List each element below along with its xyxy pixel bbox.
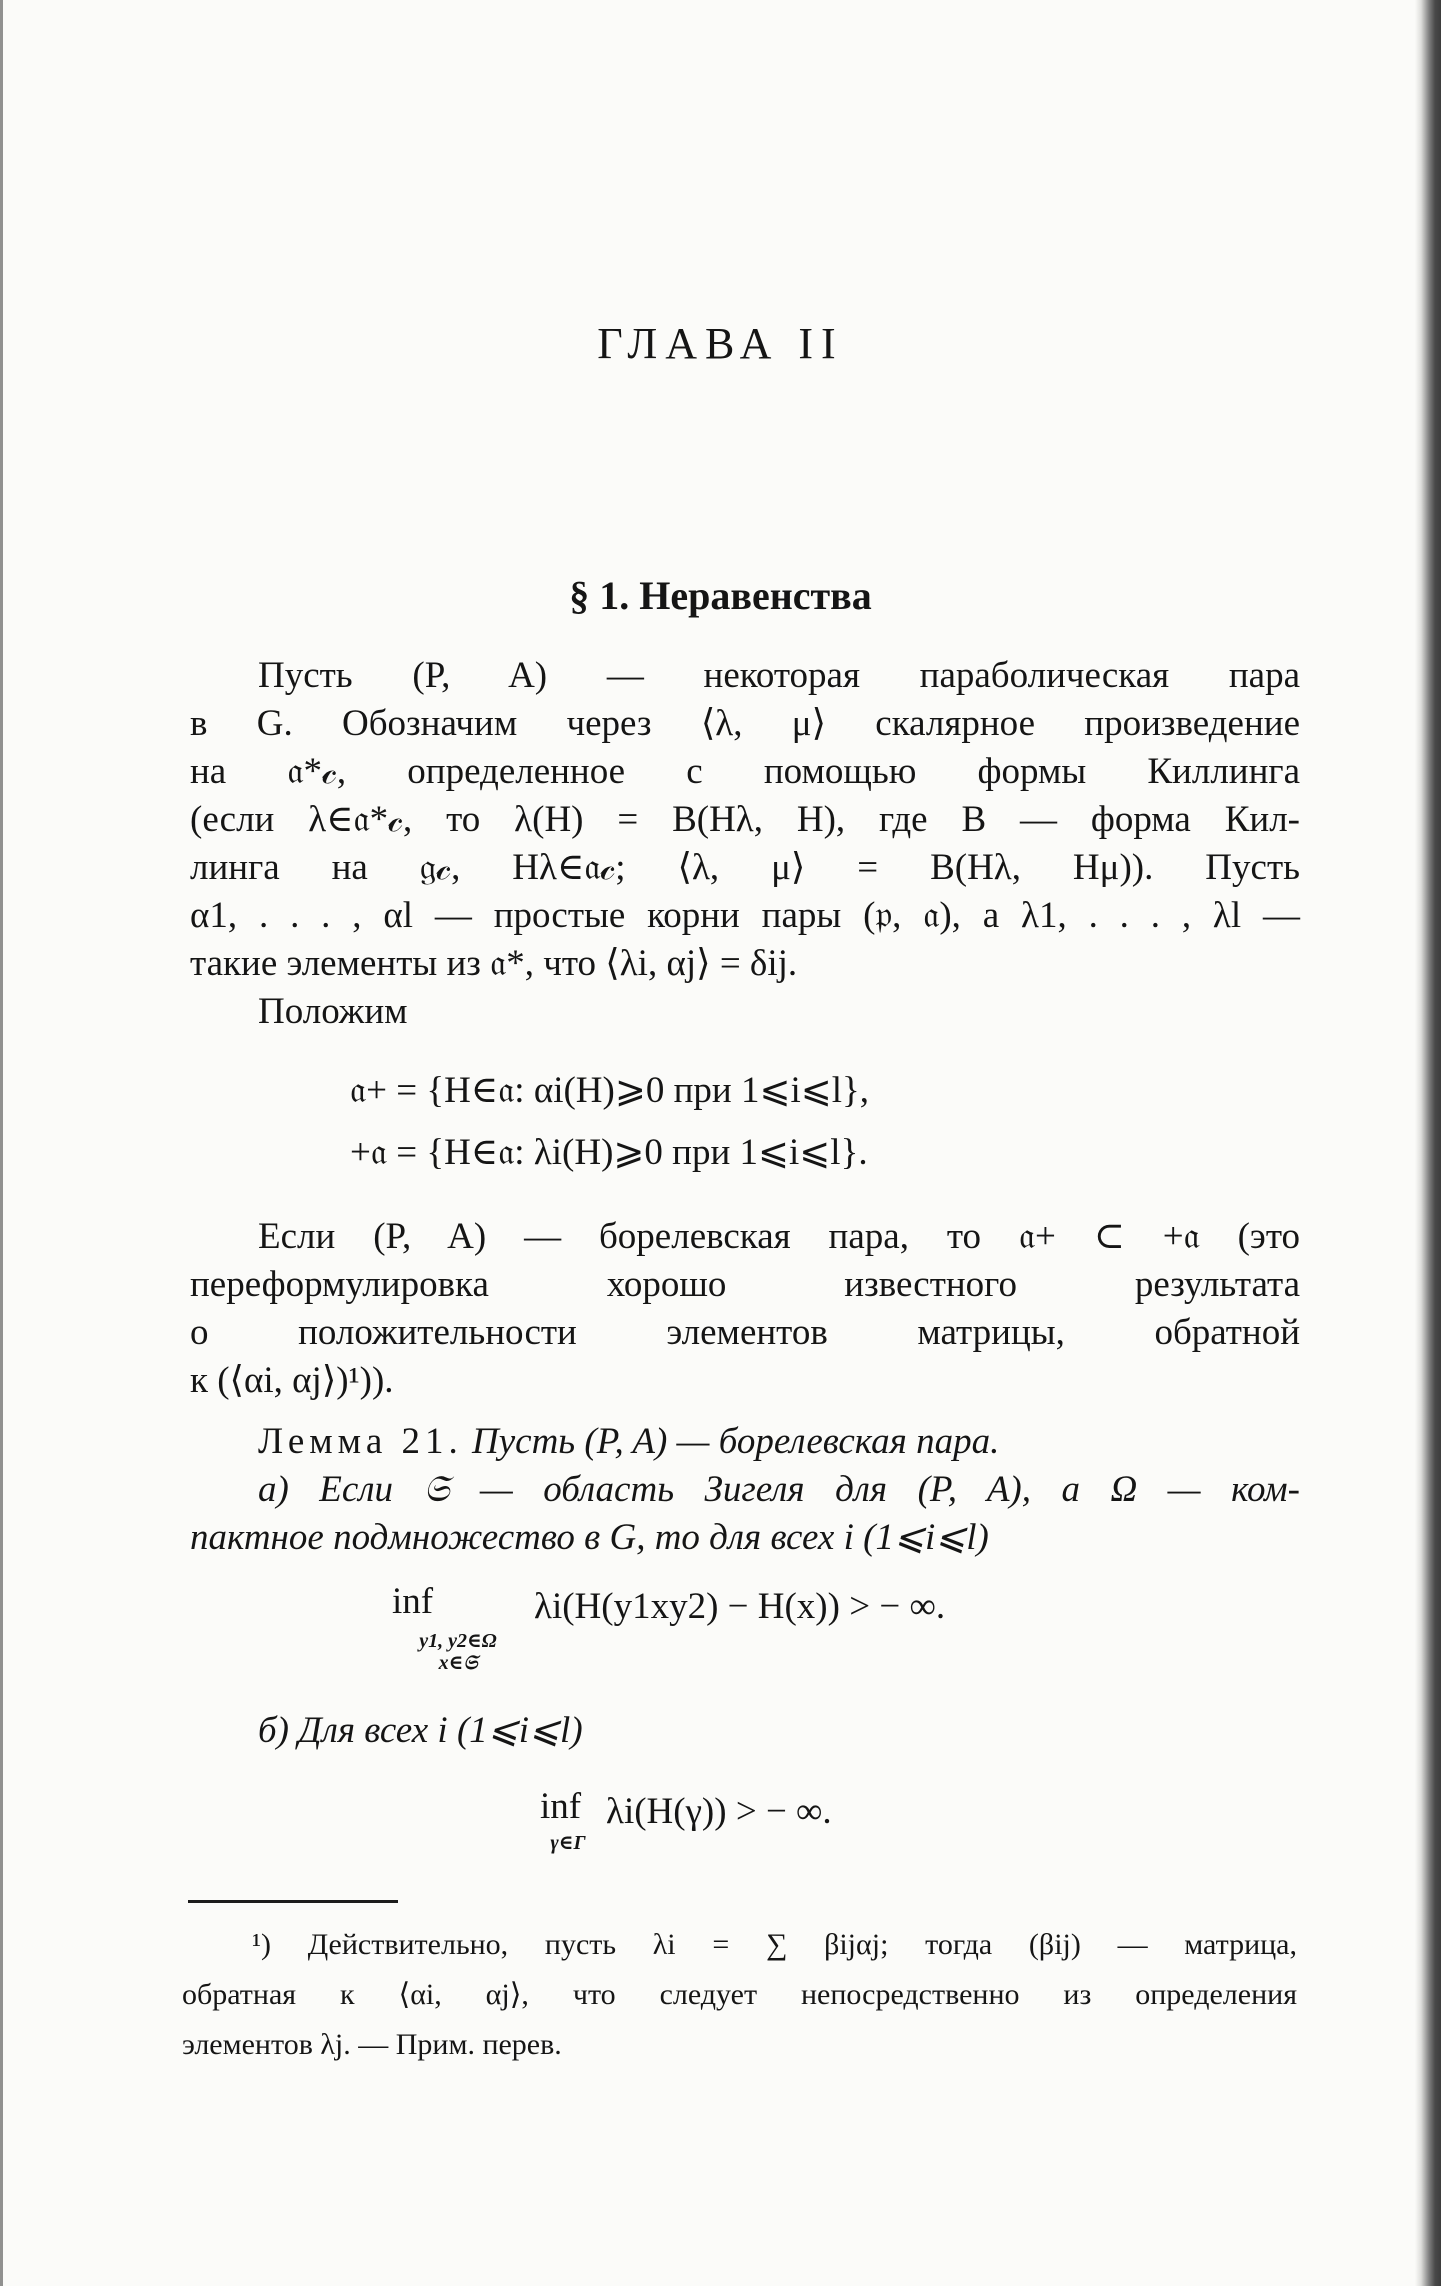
section-title: § 1. Неравенства (569, 573, 872, 618)
text-line: (если λ∈𝔞*𝒸, то λ(H) = B(Hλ, H), где B — форма Кил- (190, 799, 1300, 840)
text-line: о положительности элементов матрицы, обратной (190, 1312, 1300, 1353)
footnote-rule (188, 1900, 398, 1903)
paragraph-borel (190, 1213, 1300, 1405)
lemma-block (190, 1418, 1300, 1562)
inf-subscript-a1: y1, y2∈Ω (419, 1630, 497, 1652)
lemma-part-a-line: а) Если 𝔖 — область Зигеля для (P, A), а Ω — ком- (258, 1469, 1300, 1510)
text-line: переформулировка хорошо известного результата (190, 1264, 1300, 1305)
formula-b-body: λi(H(γ)) > − ∞. (606, 1791, 832, 1832)
lemma-part-a-line: пактное подмножество в G, то для всех i (1⩽i⩽l) (190, 1517, 989, 1558)
inf-operator: inf (540, 1786, 582, 1827)
footnote-line: ¹) Действительно, пусть λi = ∑ βijαj; тогда (βij) — матрица, (252, 1928, 1297, 1961)
inf-operator: inf (392, 1581, 434, 1622)
inf-subscript-a2: x∈𝔖 (438, 1652, 478, 1674)
inf-subscript-b: γ∈Γ (550, 1832, 586, 1854)
text-line: Пусть (P, A) — некоторая параболическая пара (258, 655, 1300, 696)
lemma-part-b-line: б) Для всех i (1⩽i⩽l) (258, 1710, 583, 1751)
text-line: такие элементы из 𝔞*, что ⟨λi, αj⟩ = δij. (190, 943, 798, 984)
lemma-label: Лемма 21. (258, 1421, 463, 1462)
formula-plus-a: +𝔞 = {H∈𝔞: λi(H)⩾0 при 1⩽i⩽l}. (350, 1132, 868, 1173)
lemma-part-b (190, 1707, 1300, 1755)
text-line: линга на 𝔤𝒸, Hλ∈𝔞𝒸; ⟨λ, μ⟩ = B(Hλ, Hμ)). Пусть (190, 847, 1300, 888)
formula-a-plus: 𝔞+ = {H∈𝔞: αi(H)⩾0 при 1⩽i⩽l}, (350, 1070, 870, 1111)
chapter-title: ГЛАВА II (597, 319, 844, 368)
text-line: α1, . . . , αl — простые корни пары (𝔭, 𝔞), а λ1, . . . , λl — (190, 895, 1300, 936)
lemma-heading (190, 1418, 1300, 1466)
lemma-statement: Пусть (P, A) — борелевская пара. (472, 1421, 1000, 1462)
paragraph-intro (190, 652, 1300, 1036)
formula-inf-b (540, 1785, 581, 1828)
formula-a-body: λi(H(y1xy2) − H(x)) > − ∞. (534, 1586, 946, 1627)
footnote-line: элементов λj. — Прим. перев. (182, 2028, 562, 2061)
text-line: Если (P, A) — борелевская пара, то 𝔞+ ⊂ +𝔞 (это (258, 1216, 1300, 1257)
text-line: к (⟨αi, αj⟩)¹)). (190, 1360, 394, 1401)
footnote-line: обратная к ⟨αi, αj⟩, что следует непосредственно из определения (182, 1978, 1297, 2011)
formula-inf-a (392, 1580, 433, 1623)
footnote (182, 1920, 1297, 2070)
text-line: на 𝔞*𝒸, определенное с помощью формы Киллинга (190, 751, 1300, 792)
text-line-positions: Положим (258, 991, 408, 1032)
text-line: в G. Обозначим через ⟨λ, μ⟩ скалярное произведение (190, 703, 1300, 744)
